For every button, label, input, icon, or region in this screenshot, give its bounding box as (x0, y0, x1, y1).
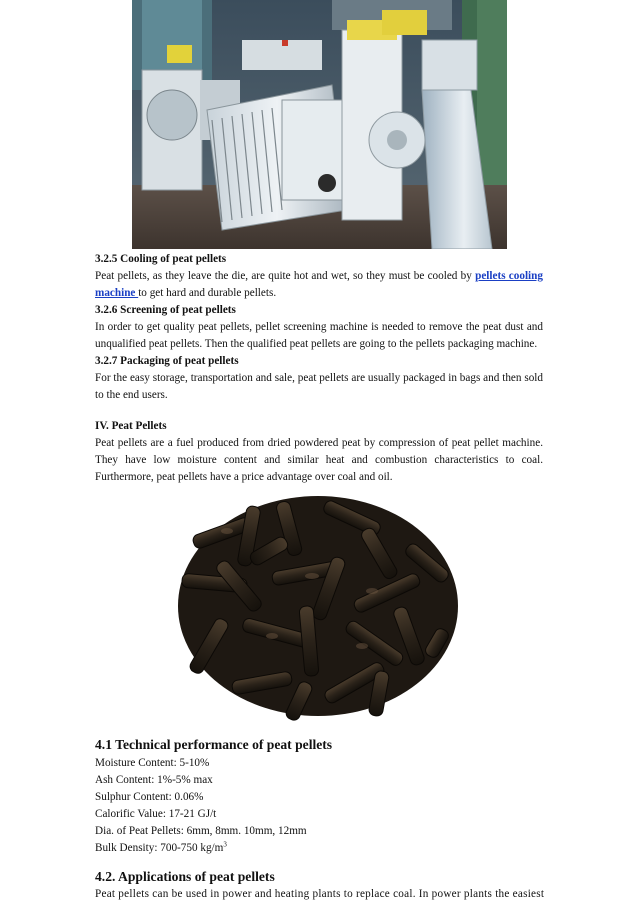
spec-sulphur: Sulphur Content: 0.06% (95, 791, 204, 803)
section-325-paragraph (95, 268, 543, 302)
pellet-mill-machine-photo (132, 0, 507, 249)
spec-calorific: Calorific Value: 17-21 GJ/t (95, 808, 217, 820)
section-326-heading: 3.2.6 Screening of peat pellets (95, 304, 236, 316)
pellet-mill-illustration (132, 0, 507, 249)
peat-pellets-photo (172, 486, 465, 726)
section-326-body: In order to get quality peat pellets, pellet screening machine is needed to remove the peat dust and unqualified peat pellets. Then the qualified peat pellets are going to the pellets packaging machine. (95, 321, 543, 351)
section-42-body: Peat pellets can be used in power and heating plants to replace coal. In power plants the easiest (95, 888, 545, 900)
section-iv-heading: IV. Peat Pellets (95, 420, 167, 432)
spec-moisture: Moisture Content: 5-10% (95, 757, 210, 769)
section-41-heading: 4.1 Technical performance of peat pellets (95, 737, 333, 752)
section-327-heading: 3.2.7 Packaging of peat pellets (95, 355, 239, 367)
spec-bulk-density (95, 840, 227, 857)
section-325-text-end: to get hard and durable pellets. (138, 287, 277, 300)
section-42-heading: 4.2. Applications of peat pellets (95, 869, 275, 884)
section-327-body: For the easy storage, transportation and sale, peat pellets are usually packaged in bags and then sold to the end users. (95, 372, 543, 402)
spec-ash: Ash Content: 1%-5% max (95, 774, 213, 786)
section-iv-body: Peat pellets are a fuel produced from dried powdered peat by compression of peat pellet machine. They have low moisture content and similar heat and combustion characteristics to coal. Furthermore, peat pellets have a price advantage over coal and oil. (95, 437, 543, 484)
section-325-text-start: Peat pellets, as they leave the die, are quite hot and wet, so they must be cooled by (95, 270, 476, 282)
spec-diameter: Dia. of Peat Pellets: 6mm, 8mm. 10mm, 12mm (95, 825, 307, 837)
section-325-heading: 3.2.5 Cooling of peat pellets (95, 253, 227, 265)
pellets-cooling-machine-link[interactable]: pellets cooling machine (95, 270, 543, 300)
peat-pellets-illustration (172, 486, 465, 726)
cubic-superscript: 3 (223, 840, 227, 849)
spec-bulk-density-label: Bulk Density: 700-750 kg/m (95, 842, 224, 854)
